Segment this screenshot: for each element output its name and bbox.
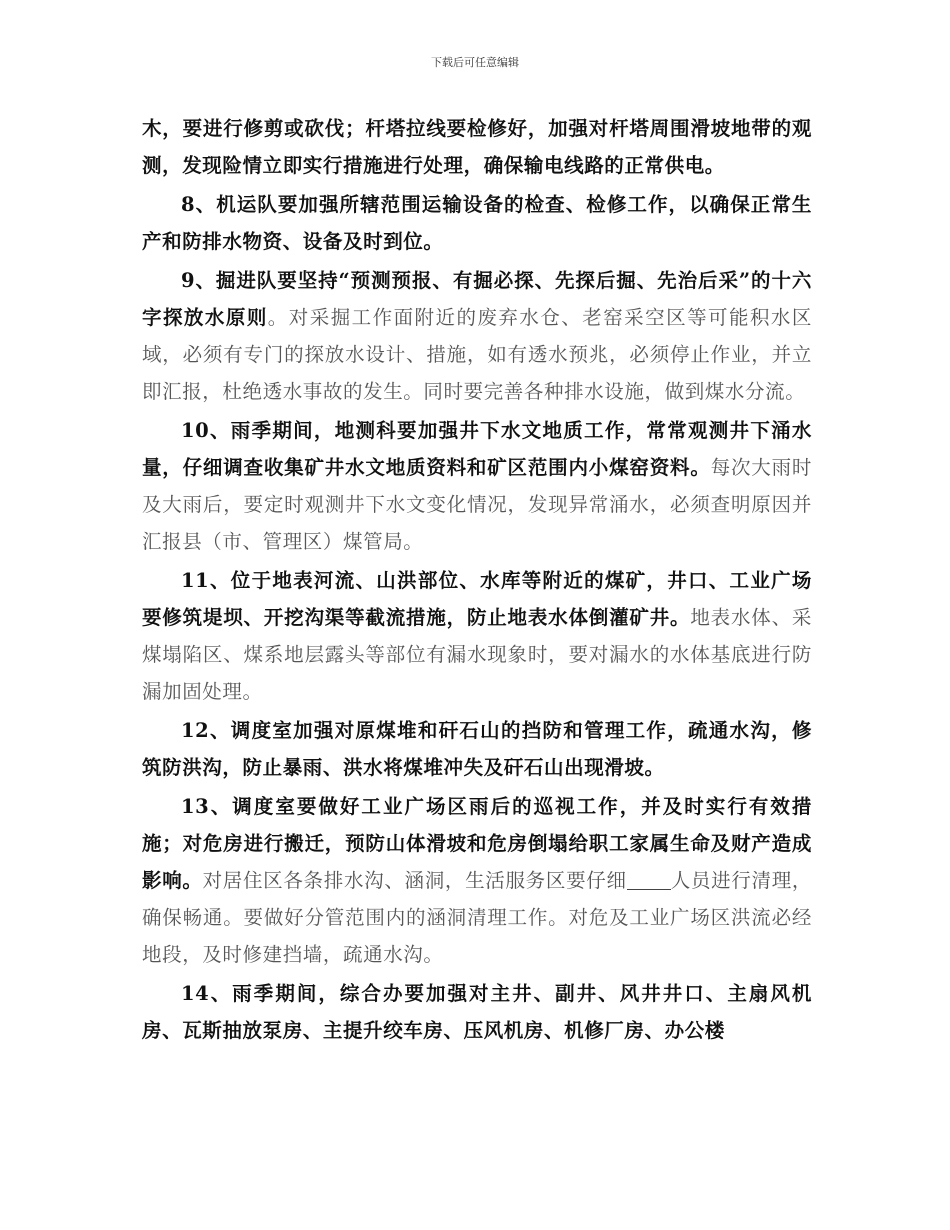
- page-header: 下载后可任意编辑: [431, 56, 519, 69]
- paragraph-13: [142, 788, 812, 973]
- paragraph-10: [142, 412, 812, 560]
- document-body: [142, 110, 812, 1051]
- paragraph-11: [142, 562, 812, 710]
- paragraph-bold-text: 木，要进行修剪或砍伐；杆塔拉线要检修好，加强对杆塔周围滑坡地带的观测，发现险情立即实行措施进行处理，确保输电线路的正常供电。: [142, 117, 812, 177]
- paragraph-normal-text: 对居住区各条排水沟、涵洞，生活服务区要仔细: [202, 869, 627, 892]
- paragraph-9: [142, 262, 812, 410]
- paragraph-bold-text: 9、掘进队要坚持“预测预报、有掘必探、先探后掘、先治后采”的十六字探放水原则: [142, 269, 812, 329]
- paragraph-12: [142, 712, 812, 786]
- paragraph-normal-text-continued: 人员进行清理，确保畅通。要做好分管范围内的涵洞清理工作。对危及工业广场区洪流必经地段，及时修建挡墙，疏通水沟。: [142, 869, 813, 966]
- paragraph-bold-text: 8、机运队要加强所辖范围运输设备的检查、检修工作，以确保正常生产和防排水物资、设备及时到位。: [142, 193, 812, 253]
- paragraph-continuation: [142, 110, 812, 184]
- paragraph-bold-text: 14、雨季期间，综合办要加强对主井、副井、风井井口、主扇风机房、瓦斯抽放泵房、主提升绞车房、压风机房、机修厂房、办公楼: [142, 982, 812, 1042]
- paragraph-bold-text: 13、调度室要做好工业广场区雨后的巡视工作，并及时实行有效措施；对危房进行搬迁，预防山体滑坡和危房倒塌给职工家属生命及财产造成影响。: [142, 795, 812, 892]
- paragraph-bold-text: 11、位于地表河流、山洪部位、水库等附近的煤矿，井口、工业广场要修筑堤坝、开挖沟渠等截流措施，防止地表水体倒灌矿井。: [142, 569, 812, 629]
- paragraph-8: [142, 186, 812, 260]
- paragraph-normal-text: 地表水体、采煤塌陷区、煤系地层露头等部位有漏水现象时，要对漏水的水体基底进行防漏加固处理。: [142, 606, 812, 703]
- paragraph-normal-text: 。对采掘工作面附近的废弃水仓、老窑采空区等可能积水区域，必须有专门的探放水设计、措施，如有透水预兆，必须停止作业，并立即汇报，杜绝透水事故的发生。同时要完善各种排水设施，做到煤水分流。: [142, 306, 812, 403]
- paragraph-normal-text: 每次大雨时及大雨后，要定时观测井下水文变化情况，发现异常涌水，必须查明原因并汇报县（市、管理区）煤管局。: [142, 456, 812, 553]
- paragraph-14: [142, 975, 812, 1049]
- paragraph-bold-text: 10、雨季期间，地测科要加强井下水文地质工作，常常观测井下涌水量，仔细调查收集矿井水文地质资料和矿区范围内小煤窑资料。: [142, 419, 812, 479]
- paragraph-bold-text: 12、调度室加强对原煤堆和矸石山的挡防和管理工作，疏通水沟，修筑防洪沟，防止暴雨、洪水将煤堆冲失及矸石山出现滑坡。: [142, 719, 812, 779]
- fill-in-blank: [627, 870, 671, 891]
